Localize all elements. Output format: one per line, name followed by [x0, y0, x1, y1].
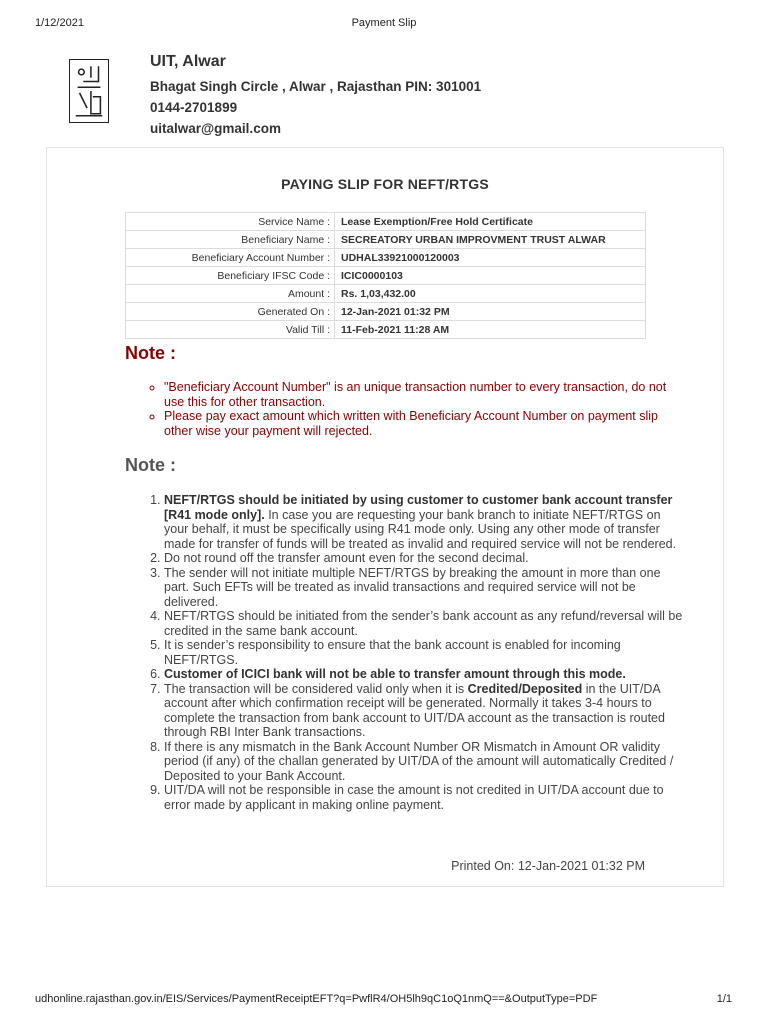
- account-number-value: UDHAL33921000120003: [335, 249, 646, 267]
- org-name: UIT, Alwar: [150, 53, 226, 70]
- account-number-label: Beneficiary Account Number :: [126, 249, 335, 267]
- warning-list: [125, 380, 684, 438]
- list-item: 7. The transaction will be considered valid only when it is Credited/Deposited in the UIT/DA account after which confirmation receipt will be generated. Normally it takes 3-4 hours to complete the transaction from bank account to UIT/DA account as the transaction is routed through RBI Inter Bank transactions.: [164, 682, 684, 740]
- printed-on: Printed On: 12-Jan-2021 01:32 PM: [451, 859, 645, 873]
- org-email: uitalwar@gmail.com: [150, 121, 281, 136]
- ifsc-code-label: Beneficiary IFSC Code :: [126, 267, 335, 285]
- print-title: Payment Slip: [351, 17, 417, 29]
- list-item: ◦ Please pay exact amount which written with Beneficiary Account Number on payment slip other wise your payment will rejected.: [164, 409, 684, 438]
- org-address: Bhagat Singh Circle , Alwar , Rajasthan PIN: 301001: [150, 79, 482, 94]
- service-name-label: Service Name :: [126, 213, 335, 231]
- list-item: 4. NEFT/RTGS should be initiated from the sender’s bank account as any refund/reversal will be credited in the same bank account.: [164, 609, 684, 638]
- ifsc-code-value: ICIC0000103: [335, 267, 646, 285]
- beneficiary-name-label: Beneficiary Name :: [126, 231, 335, 249]
- slip-title: PAYING SLIP FOR NEFT/RTGS: [281, 176, 489, 192]
- list-item: 8. If there is any mismatch in the Bank Account Number OR Mismatch in Amount OR validity period (if any) of the challan generated by UIT/DA of the amount will automatically Credited / Deposited to your Bank Account.: [164, 740, 684, 784]
- list-item: ◦ "Beneficiary Account Number" is an unique transaction number to every transaction, do not use this for other transaction.: [164, 380, 684, 409]
- list-item: 6. Customer of ICICI bank will not be able to transfer amount through this mode.: [164, 667, 684, 682]
- valid-till-label: Valid Till :: [126, 321, 335, 339]
- table-row: [126, 249, 646, 267]
- payment-slip-card: [46, 147, 724, 887]
- list-item: 1. NEFT/RTGS should be initiated by using customer to customer bank account transfer [R41 mode only]. In case you are requesting your bank branch to initiate NEFT/RTGS on your behalf, it must be specifically using R41 mode only. Using any other mode of transfer made for transfer of funds will be treated as invalid and required service will not be rendered.: [164, 493, 684, 551]
- table-row: [126, 285, 646, 303]
- list-item: 3. The sender will not initiate multiple NEFT/RTGS by breaking the amount in more than one part. Such EFTs will be treated as invalid transactions and required service will not be delivered.: [164, 566, 684, 610]
- table-row: [126, 267, 646, 285]
- table-row: [126, 303, 646, 321]
- list-item: 9. UIT/DA will not be responsible in case the amount is not credited in UIT/DA account due to error made by applicant in making online payment.: [164, 783, 684, 812]
- org-phone: 0144-2701899: [150, 100, 238, 115]
- note-heading-instructions: Note :: [125, 455, 176, 475]
- note-heading-warning: Note :: [125, 343, 176, 363]
- instructions-list: [125, 493, 684, 812]
- service-name-value: Lease Exemption/Free Hold Certificate: [335, 213, 646, 231]
- generated-on-value: 12-Jan-2021 01:32 PM: [335, 303, 646, 321]
- print-date: 1/12/2021: [35, 17, 84, 29]
- generated-on-label: Generated On :: [126, 303, 335, 321]
- page-count: 1/1: [716, 993, 732, 1005]
- beneficiary-name-value: SECREATORY URBAN IMPROVMENT TRUST ALWAR: [335, 231, 646, 249]
- table-row: [126, 231, 646, 249]
- list-item: 2. Do not round off the transfer amount even for the second decimal.: [164, 551, 684, 566]
- slip-details-table: [125, 212, 646, 339]
- uit-logo-icon: [69, 59, 109, 123]
- valid-till-value: 11-Feb-2021 11:28 AM: [335, 321, 646, 339]
- table-row: [126, 213, 646, 231]
- amount-value: Rs. 1,03,432.00: [335, 285, 646, 303]
- page-url: udhonline.rajasthan.gov.in/EIS/Services/PaymentReceiptEFT?q=PwflR4/OH5lh9qC1oQ1nmQ==&OutputType=PDF: [35, 993, 598, 1005]
- list-item: 5. It is sender’s responsibility to ensure that the bank account is enabled for incoming NEFT/RTGS.: [164, 638, 684, 667]
- amount-label: Amount :: [126, 285, 335, 303]
- table-row: [126, 321, 646, 339]
